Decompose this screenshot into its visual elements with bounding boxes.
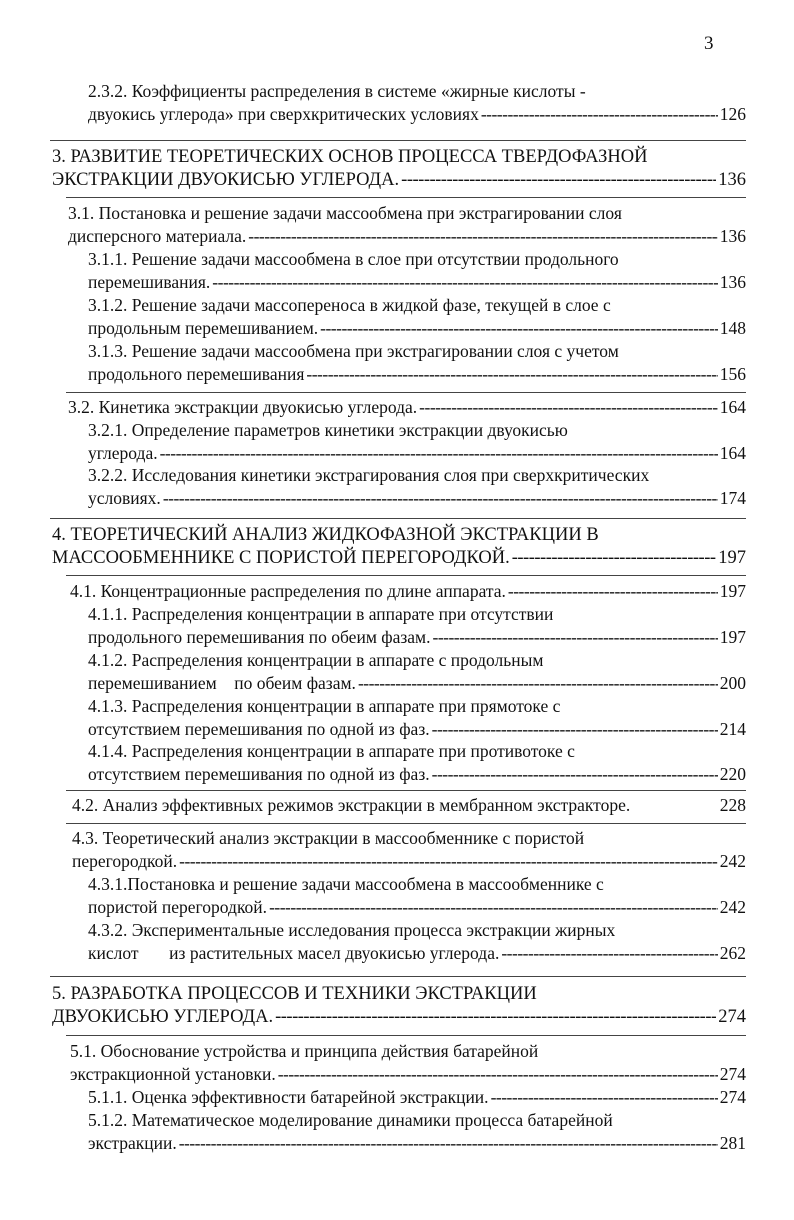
toc-page-number: 197	[718, 548, 746, 568]
toc-entry-title: 5.1.1. Оценка эффективности батарейной экстракции.	[88, 1087, 489, 1107]
toc-entry-title: 4.1.4. Распределения концентрации в аппарате при противотоке с	[88, 741, 575, 761]
toc-entry-title: 4.1.1. Распределения концентрации в аппарате при отсутствии	[88, 604, 554, 624]
toc-entry-title: 5.1.2. Математическое моделирование динамики процесса батарейной	[88, 1110, 613, 1130]
dot-leader	[163, 487, 718, 510]
toc-entry-title: 4.3.2. Экспериментальные исследования процесса экстракции жирных	[88, 920, 616, 940]
dot-leader	[179, 1132, 718, 1155]
toc-page-number: 136	[719, 272, 746, 292]
page-number: 3	[704, 33, 714, 54]
toc-entry-title-cont: дисперсного материала.	[68, 226, 247, 246]
dot-leader	[248, 225, 717, 248]
toc-chapter-5[interactable]	[52, 983, 746, 1029]
toc-entry-3-1-3[interactable]	[88, 340, 746, 386]
section-divider	[66, 197, 746, 198]
dot-leader	[278, 1063, 718, 1086]
toc-entry-title-cont: экстракционной установки.	[70, 1064, 276, 1084]
toc-page-number: 228	[719, 795, 746, 815]
toc-entry-5-1-2[interactable]	[88, 1109, 746, 1155]
toc-entry-title: 4.3.1.Постановка и решение задачи массообмена в массообменнике с	[88, 874, 604, 894]
toc-entry-4-3[interactable]	[72, 827, 746, 873]
dot-leader	[501, 942, 717, 965]
toc-entry-3-1-2[interactable]	[88, 294, 746, 340]
dot-leader	[358, 672, 718, 695]
section-divider	[50, 976, 746, 977]
toc-page-number: 262	[719, 943, 746, 963]
section-divider	[66, 823, 746, 824]
dot-leader	[432, 763, 718, 786]
toc-page-number: 242	[719, 851, 746, 871]
toc-entry-4-1-3[interactable]	[88, 695, 746, 741]
toc-entry-title: 3.1. Постановка и решение задачи массообмена при экстрагировании слоя	[68, 203, 622, 223]
dot-leader	[275, 1006, 716, 1029]
toc-entry-title: 3.1.2. Решение задачи массопереноса в жидкой фазе, текущей в слое с	[88, 295, 611, 315]
toc-entry-title-cont: продольного перемешивания	[88, 364, 305, 384]
toc-entry-title-cont: продольного перемешивания по обеим фазам.	[88, 627, 431, 647]
dot-leader	[433, 626, 718, 649]
toc-page-number: 197	[719, 627, 746, 647]
toc-entry-title: 4.3. Теоретический анализ экстракции в массообменнике с пористой	[72, 828, 585, 848]
dot-leader	[320, 317, 718, 340]
chapter-title-cont: ЭКСТРАКЦИИ ДВУОКИСЬЮ УГЛЕРОДА.	[52, 170, 400, 190]
section-divider	[50, 518, 746, 519]
toc-page-number: 274	[719, 1064, 746, 1084]
toc-entry-3-2-2[interactable]	[88, 464, 746, 510]
toc-page-number: 164	[719, 397, 746, 417]
toc-page-number: 281	[719, 1133, 746, 1153]
toc-entry-3-1-1[interactable]	[88, 248, 746, 294]
toc-entry-title: 4.1.2. Распределения концентрации в аппарате с продольным	[88, 650, 544, 670]
toc-page-number: 156	[719, 364, 746, 384]
toc-entry-4-3-2[interactable]	[88, 919, 746, 965]
toc-entry-title-cont: двуокись углерода» при сверхкритических условиях	[88, 104, 479, 124]
toc-entry-title-cont: продольным перемешиванием.	[88, 318, 319, 338]
toc-entry-5-1-1[interactable]	[88, 1086, 746, 1109]
toc-page-number: 197	[719, 581, 746, 601]
dot-leader	[508, 580, 718, 603]
toc-page-number: 274	[719, 1087, 746, 1107]
section-divider	[66, 790, 746, 791]
toc-page-number: 274	[718, 1007, 746, 1027]
toc-entry-3-2[interactable]	[68, 396, 746, 419]
dot-leader	[179, 850, 718, 873]
toc-page-number: 220	[719, 764, 746, 784]
dot-leader	[512, 547, 717, 570]
toc-entry-title-cont: кислот из растительных масел двуокисью углерода.	[88, 943, 500, 963]
dot-leader	[419, 396, 718, 419]
toc-entry-title-cont: перемешиванием по обеим фазам.	[88, 673, 356, 693]
toc-entry-4-1[interactable]	[70, 580, 746, 603]
toc-entry-title: 2.3.2. Коэффициенты распределения в системе «жирные кислоты -	[88, 81, 586, 101]
dot-leader	[212, 271, 717, 294]
toc-page-number: 174	[719, 488, 746, 508]
dot-leader	[481, 103, 718, 126]
toc-entry-title-cont: перегородкой.	[72, 851, 178, 871]
chapter-title-cont: МАССООБМЕННИКЕ С ПОРИСТОЙ ПЕРЕГОРОДКОЙ.	[52, 548, 510, 568]
chapter-title: 3. РАЗВИТИЕ ТЕОРЕТИЧЕСКИХ ОСНОВ ПРОЦЕССА ТВЕРДОФАЗНОЙ	[52, 147, 648, 167]
toc-page-number: 148	[719, 318, 746, 338]
toc-entry-title-cont: отсутствием перемешивания по одной из фаз.	[88, 764, 430, 784]
toc-page-number: 136	[719, 226, 746, 246]
dot-leader	[432, 718, 718, 741]
toc-entry-title: 3.1.3. Решение задачи массообмена при экстрагировании слоя с учетом	[88, 341, 619, 361]
toc-entry-title: 3.2. Кинетика экстракции двуокисью углерода.	[68, 397, 418, 417]
toc-entry-3-2-1[interactable]	[88, 419, 746, 465]
toc-entry-3-1[interactable]	[68, 202, 746, 248]
dot-leader	[160, 442, 718, 465]
toc-page-number: 200	[719, 673, 746, 693]
toc-page-number: 136	[718, 170, 746, 190]
toc-entry-title-cont: экстракции.	[88, 1133, 177, 1153]
toc-entry-title: 4.1.3. Распределения концентрации в аппарате при прямотоке с	[88, 696, 561, 716]
toc-entry-title: 3.2.2. Исследования кинетики экстрагирования слоя при сверхкритических	[88, 465, 650, 485]
toc-entry-title-cont: перемешивания.	[88, 272, 211, 292]
toc-entry-title-cont: пористой перегородкой.	[88, 897, 268, 917]
toc-entry-4-2[interactable]	[72, 794, 746, 817]
dot-leader	[401, 169, 716, 192]
toc-entry-4-1-4[interactable]	[88, 740, 746, 786]
toc-entry-title: 5.1. Обоснование устройства и принципа действия батарейной	[70, 1041, 539, 1061]
chapter-title-cont: ДВУОКИСЬЮ УГЛЕРОДА.	[52, 1007, 274, 1027]
dot-leader	[491, 1086, 718, 1109]
section-divider	[50, 140, 746, 141]
toc-entry-title: 4.2. Анализ эффективных режимов экстракции в мембранном экстракторе.	[72, 795, 631, 815]
section-divider	[66, 1035, 746, 1036]
dot-leader	[269, 896, 718, 919]
toc-entry-2-3-2[interactable]	[88, 80, 746, 126]
toc-chapter-4[interactable]	[52, 524, 746, 570]
toc-entry-title: 3.2.1. Определение параметров кинетики экстракции двуокисью	[88, 420, 568, 440]
toc-entry-title-cont: условиях.	[88, 488, 161, 508]
toc-entry-title-cont: отсутствием перемешивания по одной из фаз.	[88, 719, 430, 739]
toc-entry-5-1[interactable]	[70, 1040, 746, 1086]
toc-entry-title: 3.1.1. Решение задачи массообмена в слое при отсутствии продольного	[88, 249, 619, 269]
chapter-title: 5. РАЗРАБОТКА ПРОЦЕССОВ И ТЕХНИКИ ЭКСТРАКЦИИ	[52, 984, 537, 1004]
toc-entry-4-1-2[interactable]	[88, 649, 746, 695]
toc-entry-title-cont: углерода.	[88, 443, 158, 463]
toc-entry-4-3-1[interactable]	[88, 873, 746, 919]
section-divider	[66, 392, 746, 393]
toc-chapter-3[interactable]	[52, 146, 746, 192]
toc-entry-4-1-1[interactable]	[88, 603, 746, 649]
chapter-title: 4. ТЕОРЕТИЧЕСКИЙ АНАЛИЗ ЖИДКОФАЗНОЙ ЭКСТРАКЦИИ В	[52, 525, 599, 545]
section-divider	[66, 575, 746, 576]
toc-page-number: 126	[719, 104, 746, 124]
toc-page-number: 164	[719, 443, 746, 463]
toc-page-number: 214	[719, 719, 746, 739]
toc-page-number: 242	[719, 897, 746, 917]
dot-leader	[306, 363, 717, 386]
toc-entry-title: 4.1. Концентрационные распределения по длине аппарата.	[70, 581, 506, 601]
